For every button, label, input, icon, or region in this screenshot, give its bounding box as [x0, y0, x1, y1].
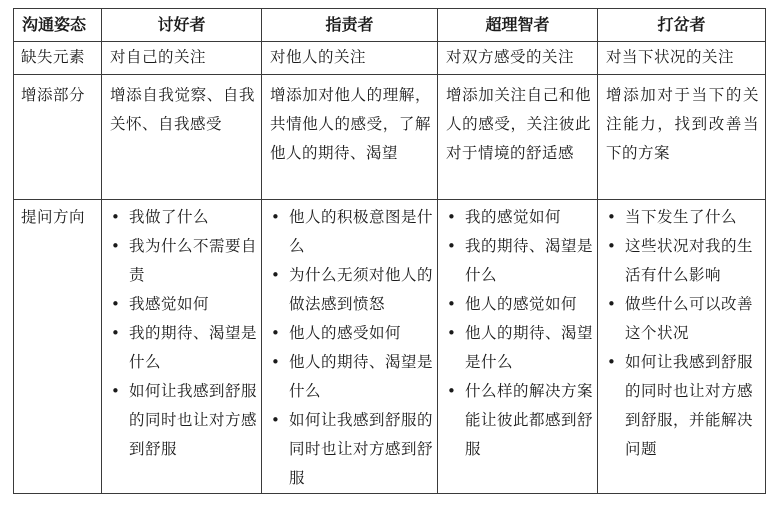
- table-cell: [262, 75, 438, 200]
- table-cell: [598, 200, 766, 494]
- list-item: • 做些什么可以改善这个状况: [625, 290, 761, 348]
- question-direction-row: [14, 200, 766, 494]
- header-blamer: 指责者: [262, 9, 438, 42]
- list-item: • 当下发生了什么: [625, 203, 761, 232]
- cell-text: 增添加对他人的理解，共情他人的感受，了解他人的期待、渴望: [270, 86, 431, 162]
- cell-text: 增添加对于当下的关注能力，找到改善当下的方案: [606, 86, 759, 162]
- header-placater: 讨好者: [102, 9, 262, 42]
- addition-row: [14, 75, 766, 200]
- table-cell: [438, 75, 598, 200]
- communication-stance-table: [13, 8, 766, 494]
- row-label: 增添部分: [21, 86, 86, 104]
- table-cell: [598, 75, 766, 200]
- list-item: • 他人的感觉如何: [465, 290, 593, 319]
- header-row: [14, 9, 766, 42]
- header-stance: 沟通姿态: [14, 9, 102, 42]
- list-item: • 如何让我感到舒服的同时也让对方感到舒服: [129, 377, 257, 464]
- cell-text: 对自己的关注: [110, 48, 207, 66]
- row-label: 缺失元素: [21, 48, 86, 66]
- question-list: [102, 200, 261, 464]
- table-cell: [102, 200, 262, 494]
- list-item: • 什么样的解决方案能让彼此都感到舒服: [465, 377, 593, 464]
- list-item: • 他人的期待、渴望是什么: [289, 348, 433, 406]
- header-super-reasonable: 超理智者: [438, 9, 598, 42]
- table-cell: [262, 42, 438, 75]
- row-label-cell: [14, 75, 102, 200]
- cell-text: 增添加关注自己和他人的感受，关注彼此对于情境的舒适感: [446, 86, 591, 162]
- table-cell: [598, 42, 766, 75]
- row-label: 提问方向: [21, 208, 86, 226]
- table-cell: [262, 200, 438, 494]
- question-list: [262, 200, 437, 493]
- cell-text: 对当下状况的关注: [606, 48, 735, 66]
- list-item: • 这些状况对我的生活有什么影响: [625, 232, 761, 290]
- table-cell: [102, 42, 262, 75]
- list-item: • 我做了什么: [129, 203, 257, 232]
- list-item: • 如何让我感到舒服的同时也让对方感到舒服，并能解决问题: [625, 348, 761, 464]
- missing-element-row: [14, 42, 766, 75]
- table-cell: [438, 200, 598, 494]
- list-item: • 他人的感受如何: [289, 319, 433, 348]
- list-item: • 他人的期待、渴望是什么: [465, 319, 593, 377]
- list-item: • 我感觉如何: [129, 290, 257, 319]
- question-list: [438, 200, 597, 464]
- list-item: • 如何让我感到舒服的同时也让对方感到舒服: [289, 406, 433, 493]
- cell-text: 增添自我觉察、自我关怀、自我感受: [110, 86, 255, 133]
- table-cell: [438, 42, 598, 75]
- list-item: • 他人的积极意图是什么: [289, 203, 433, 261]
- list-item: • 我的期待、渴望是什么: [129, 319, 257, 377]
- table-cell: [102, 75, 262, 200]
- cell-text: 对双方感受的关注: [446, 48, 575, 66]
- list-item: • 我的感觉如何: [465, 203, 593, 232]
- list-item: • 我的期待、渴望是什么: [465, 232, 593, 290]
- row-label-cell: [14, 42, 102, 75]
- row-label-cell: [14, 200, 102, 494]
- list-item: • 我为什么不需要自责: [129, 232, 257, 290]
- header-irrelevant: 打岔者: [598, 9, 766, 42]
- question-list: [598, 200, 765, 464]
- cell-text: 对他人的关注: [270, 48, 367, 66]
- list-item: • 为什么无须对他人的做法感到愤怒: [289, 261, 433, 319]
